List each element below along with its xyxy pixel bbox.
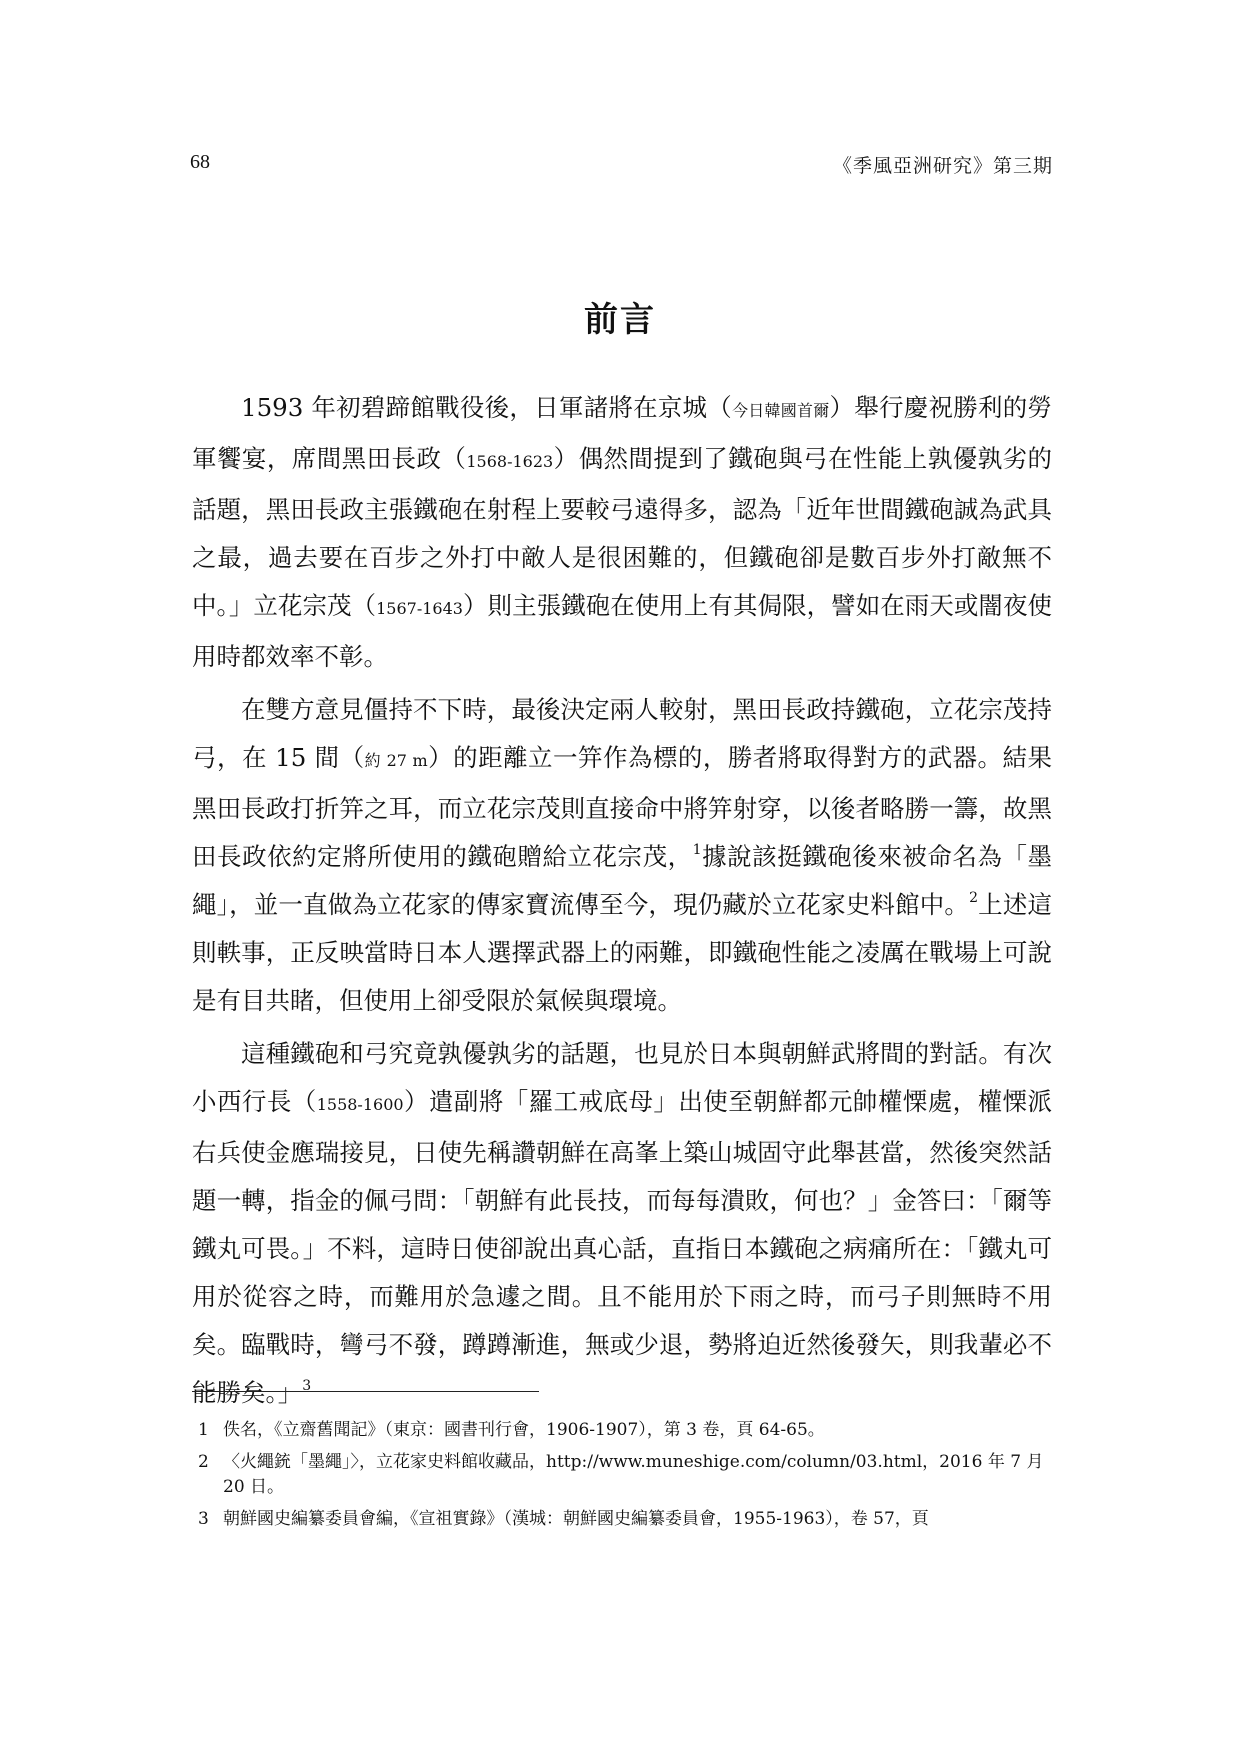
footnotes: [198, 1418, 1046, 1539]
journal-title: 《季風亞洲研究》第三期: [832, 155, 1053, 177]
footnote-ref-2[interactable]: 2: [969, 890, 978, 906]
paragraph-2: 在雙方意見僵持不下時，最後決定兩人較射，黑田長政持鐵砲，立花宗茂持弓，在 15 間（約 27 m）的距離立一笄作為標的，勝者將取得對方的武器。結果黑田長政打折笄之耳，而立花宗茂則直接命中將笄射穿，以後者略勝一籌，故黑田長政依約定將所使用的鐵砲贈給立花宗茂，$^1$據說該挺鐵砲後來被命名為「墨繩」，並一直做為立花家的傳家寶流傳至今，現仍藏於立花家史料館中。$^2$上述這則軼事，正反映當時日本人選擇武器上的兩難，即鐵砲性能之凌厲在戰場上可說是有目共睹，但使用上卻受限於氣候與環境。: [192, 695, 1053, 1015]
section-title: 前言: [584, 300, 656, 340]
footnote-3: 3 朝鮮國史編纂委員會編，《宣祖實錄》（漢城：朝鮮國史編纂委員會，1955-1963），卷 57，頁: [198, 1509, 929, 1529]
footnote-ref-1[interactable]: 1: [692, 842, 702, 858]
body-text: [192, 384, 1052, 1422]
footnote-divider: [192, 1391, 539, 1392]
page-number: 68: [190, 151, 210, 173]
paragraph-3: 這種鐵砲和弓究竟孰優孰劣的話題，也見於日本與朝鮮武將間的對話。有次小西行長（1558-1600）遣副將「羅工戒底母」出使至朝鮮都元帥權慄處，權慄派右兵使金應瑞接見，日使先稱讚朝鮮在高峯上築山城固守此舉甚當，然後突然話題一轉，指金的佩弓問：「朝鮮有此長技，而每每潰敗，何也？」金答曰：「爾等鐵丸可畏。」不料，這時日使卻說出真心話，直指日本鐵砲之病痛所在：「鐵丸可用於從容之時，而難用於急遽之間。且不能用於下雨之時，而弓子則無時不用矣。臨戰時，彎弓不發，蹲蹲漸進，無或少退，勢將迫近然後發矢，則我輩必不能勝矣。」$^3$: [192, 1039, 1052, 1407]
running-header: [0, 151, 1240, 181]
footnote-ref-3[interactable]: 3: [302, 1378, 312, 1394]
footnote-2: 2 〈火繩銃「墨繩」〉，立花家史料館收藏品，http://www.muneshige.com/column/03.html，2016 年 7 月 20 日。: [198, 1452, 1044, 1497]
paragraph-1: 1593 年初碧蹄館戰役後，日軍諸將在京城（今日韓國首爾）舉行慶祝勝利的勞軍饗宴，席間黑田長政（1568-1623）偶然間提到了鐵砲與弓在性能上孰優孰劣的話題，黑田長政主張鐵砲在射程上要較弓遠得多，認為「近年世間鐵砲誠為武具之最，過去要在百步之外打中敵人是很困難的，但鐵砲卻是數百步外打敵無不中。」立花宗茂（1567-1643）則主張鐵砲在使用上有其侷限，譬如在雨天或闇夜使用時都效率不彰。: [192, 393, 1053, 671]
footnote-1: 1 佚名，《立齋舊聞記》（東京：國書刊行會，1906-1907），第 3 卷，頁 64-65。: [198, 1420, 825, 1440]
